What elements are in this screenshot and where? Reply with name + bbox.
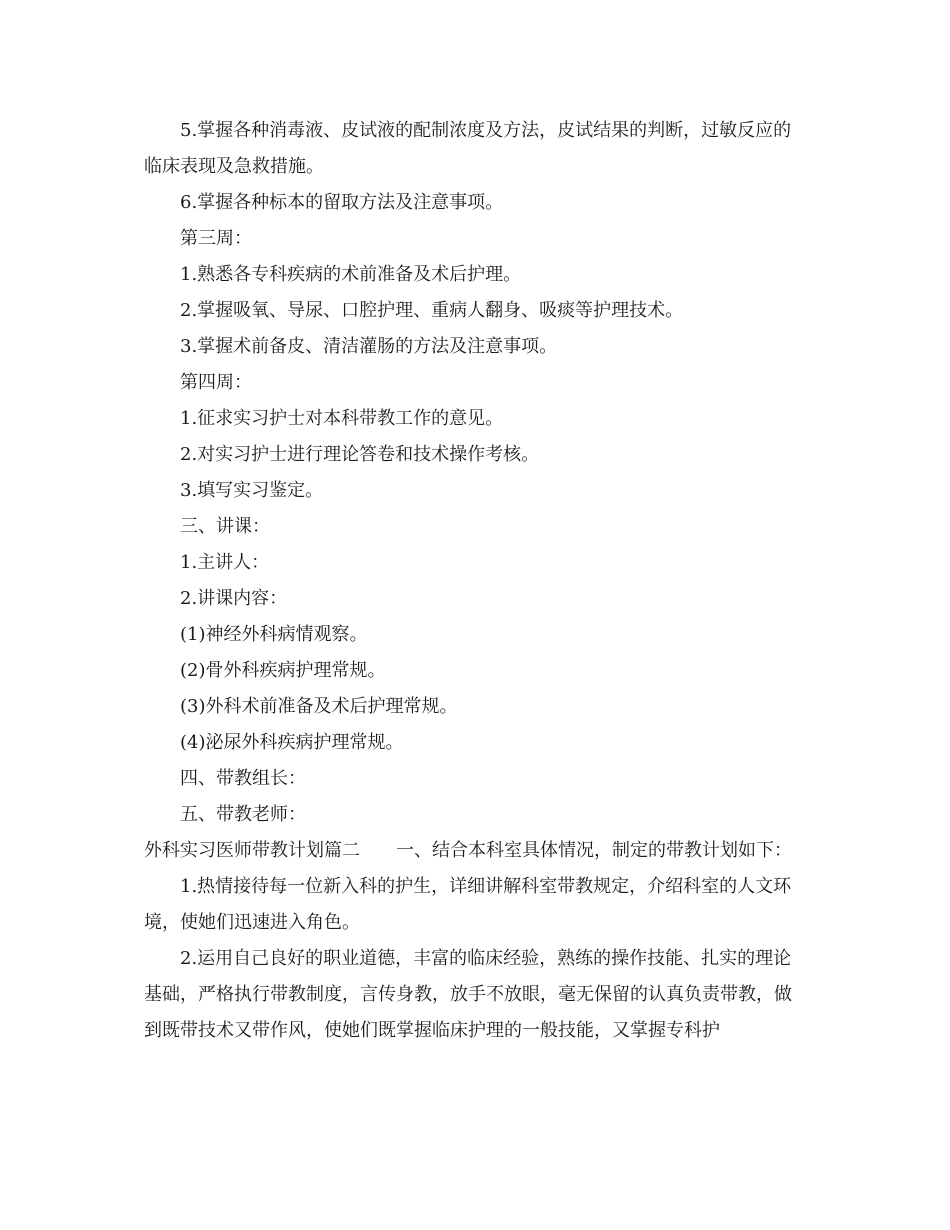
week-four-item-2: 2.对实习护士进行理论答卷和技术操作考核。 [180, 444, 540, 465]
paragraph-item-6: 6.掌握各种标本的留取方法及注意事项。 [180, 192, 504, 213]
lecture-speaker: 1.主讲人： [180, 552, 270, 573]
plan-item-2: 2.运用自己良好的职业道德，丰富的临床经验，熟练的操作技能、扎实的理论基础，严格执行带教制度，言传身教，放手不放眼，毫无保留的认真负责带教，做到既带技术又带作风，使她们既掌握临床护理的一般技能，又掌握专科护 [144, 948, 792, 1041]
plan-item-1: 1.热情接待每一位新入科的护生，详细讲解科室带教规定，介绍科室的人文环境，使她们迅速进入角色。 [144, 876, 792, 933]
document-body [144, 113, 800, 1049]
lecture-topic-1: (1)神经外科病情观察。 [180, 624, 368, 645]
week-four-heading: 第四周： [180, 372, 252, 393]
section-intro: 一、结合本科室具体情况，制定的带教计划如下： [396, 840, 792, 861]
lecture-heading: 三、讲课： [180, 516, 270, 537]
week-three-item-1: 1.熟悉各专科疾病的术前准备及术后护理。 [180, 264, 522, 285]
lecture-content-label: 2.讲课内容： [180, 588, 288, 609]
section-two-line [144, 833, 800, 869]
week-four-item-1: 1.征求实习护士对本科带教工作的意见。 [180, 408, 504, 429]
teaching-leader-heading: 四、带教组长： [180, 768, 306, 789]
lecture-topic-4: (4)泌尿外科疾病护理常规。 [180, 732, 404, 753]
lecture-topic-3: (3)外科术前准备及术后护理常规。 [180, 696, 458, 717]
paragraph-item-5: 5.掌握各种消毒液、皮试液的配制浓度及方法，皮试结果的判断，过敏反应的临床表现及急救措施。 [144, 120, 792, 177]
week-three-item-2: 2.掌握吸氧、导尿、口腔护理、重病人翻身、吸痰等护理技术。 [180, 300, 684, 321]
lecture-topic-2: (2)骨外科疾病护理常规。 [180, 660, 386, 681]
teaching-teacher-heading: 五、带教老师： [180, 804, 306, 825]
week-four-item-3: 3.填写实习鉴定。 [180, 480, 324, 501]
section-title: 外科实习医师带教计划篇二 [144, 840, 360, 861]
week-three-item-3: 3.掌握术前备皮、清洁灌肠的方法及注意事项。 [180, 336, 558, 357]
week-three-heading: 第三周： [180, 228, 252, 249]
